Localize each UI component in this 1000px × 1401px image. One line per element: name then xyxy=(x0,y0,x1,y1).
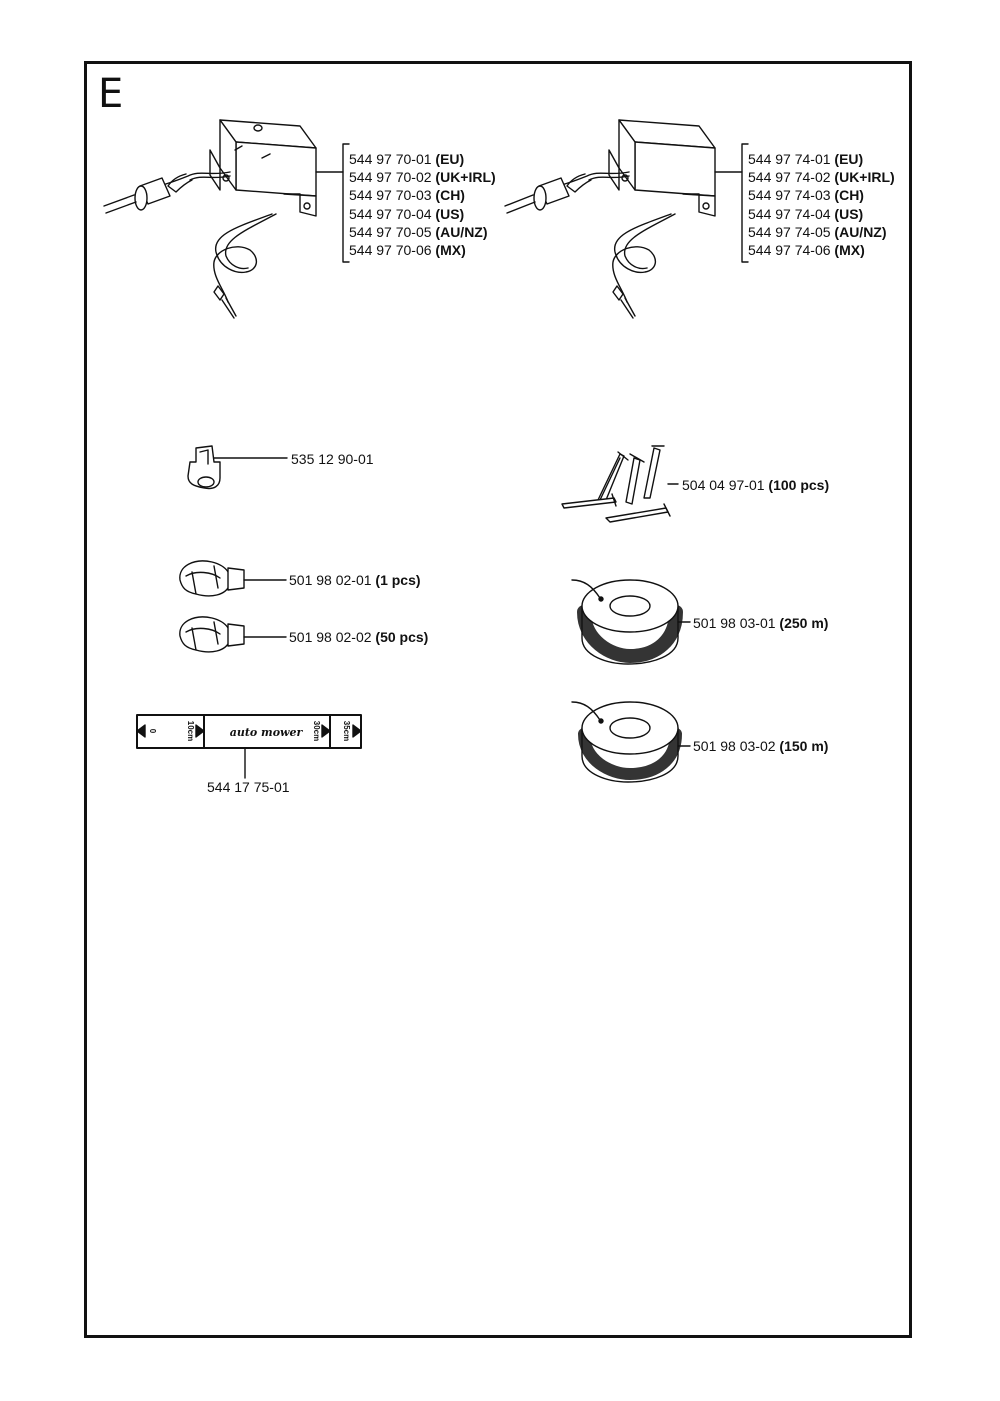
part-row: 544 97 70-06 (MX) xyxy=(349,242,466,259)
gauge-mark-35cm: 35cm xyxy=(342,720,351,742)
part-row: 544 97 74-03 (CH) xyxy=(748,187,864,204)
part-row: 544 97 70-05 (AU/NZ) xyxy=(349,223,488,240)
part-row: 544 97 74-01 (EU) xyxy=(748,151,864,167)
coupler-illustration-1 xyxy=(180,561,286,596)
connector-label: 535 12 90-01 xyxy=(291,451,374,467)
part-row: 544 97 70-03 (CH) xyxy=(349,187,465,204)
section-letter: E xyxy=(98,71,124,117)
pegs-label: 504 04 97-01 (100 pcs) xyxy=(682,477,830,493)
part-row: 544 97 70-04 (US) xyxy=(349,205,465,222)
gauge-label: 544 17 75-01 xyxy=(207,779,290,795)
part-row: 544 97 74-02 (UK+IRL) xyxy=(748,169,895,186)
part-row: 544 97 74-06 (MX) xyxy=(748,242,865,259)
part-row: 544 97 74-05 (AU/NZ) xyxy=(748,223,887,240)
gauge-mark-30cm: 30cm xyxy=(312,720,321,742)
coupler-50-label: 501 98 02-02 (50 pcs) xyxy=(289,629,429,645)
wire-250-label: 501 98 03-01 (250 m) xyxy=(693,615,829,631)
gauge-mark-10cm: 10cm xyxy=(186,720,195,742)
gauge-mark-0: 0 xyxy=(148,728,157,734)
part-row: 544 97 70-01 (EU) xyxy=(349,151,465,167)
part-row: 544 97 70-02 (UK+IRL) xyxy=(349,169,496,186)
transformer-b-part-list xyxy=(748,150,895,259)
connector-illustration xyxy=(188,446,287,489)
gauge-strip-illustration xyxy=(137,715,361,778)
part-row: 544 97 74-04 (US) xyxy=(748,205,864,222)
gauge-logo: auto mower xyxy=(229,726,303,739)
transformer-a-part-list xyxy=(349,150,496,259)
pegs-illustration xyxy=(562,446,678,522)
coupler-illustration-50 xyxy=(180,617,286,652)
transformer-illustration-b xyxy=(505,120,715,318)
coupler-1-label: 501 98 02-01 (1 pcs) xyxy=(289,572,421,588)
wire-150-label: 501 98 03-02 (150 m) xyxy=(693,738,829,754)
wire-spool-illustration-250 xyxy=(572,580,690,664)
transformer-illustration-a xyxy=(104,120,316,318)
wire-spool-illustration-150 xyxy=(572,702,690,782)
